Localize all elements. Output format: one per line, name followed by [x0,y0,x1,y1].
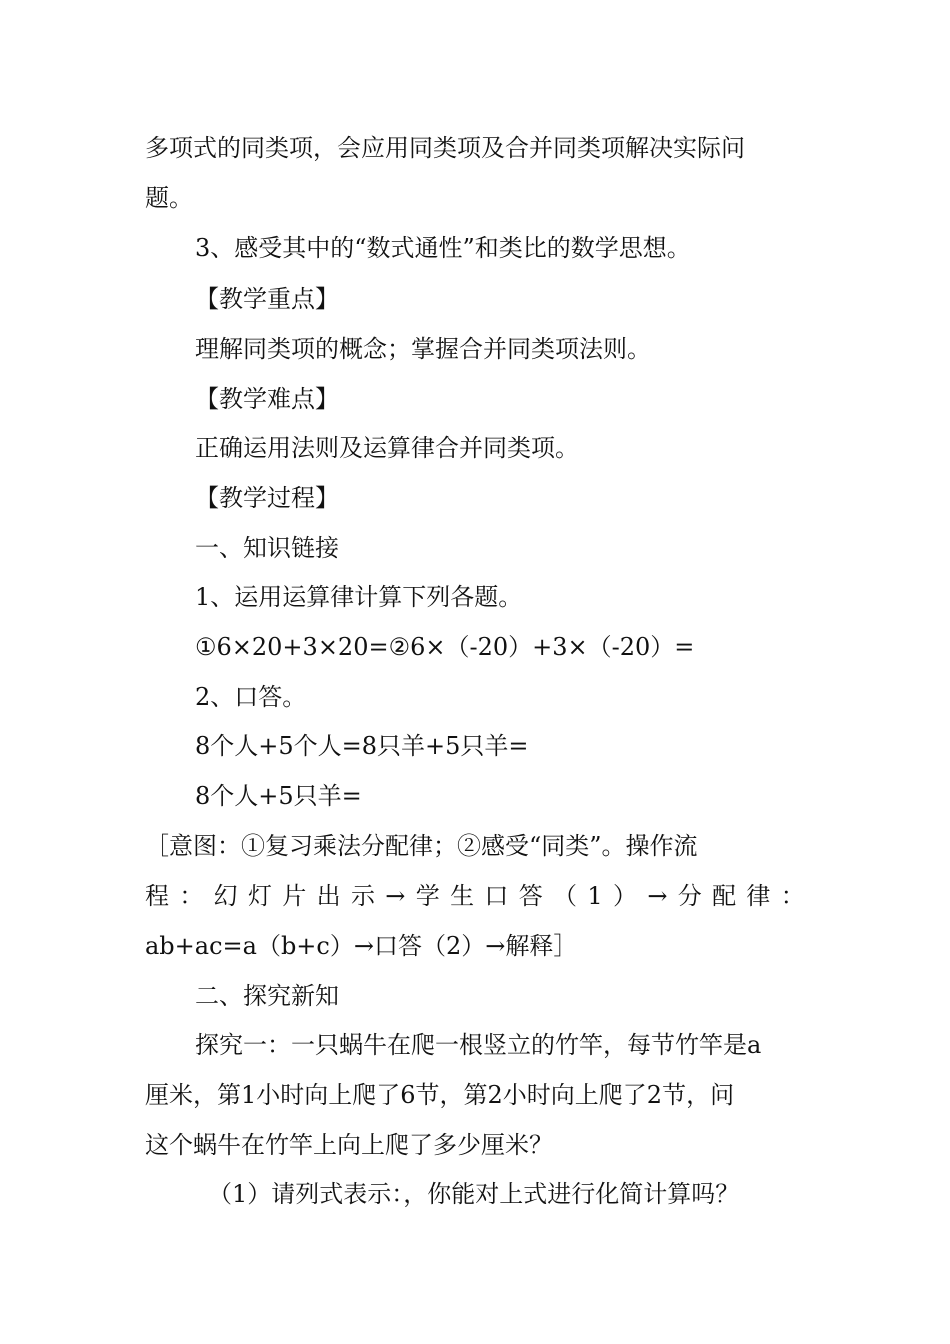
justified-token: → [647,882,668,910]
paragraph-line: 厘米，第1小时向上爬了6节，第2小时向上爬了2节，问 [145,1081,735,1109]
subsection-heading: 一、知识链接 [195,534,339,562]
justified-token: （ [553,882,578,910]
paragraph-line: 1、运用运算律计算下列各题。 [195,583,523,611]
paragraph-line: ［意图：①复习乘法分配律；②感受“同类”。操作流 [145,832,698,860]
paragraph-line: ab+ac=a（b+c）→口答（2）→解释］ [145,932,578,960]
justified-token: 示 [350,882,375,910]
justified-token: 灯 [247,882,272,910]
justified-token: → [385,882,406,910]
paragraph-line: 题。 [145,184,193,212]
subsection-heading: 二、探究新知 [195,982,339,1010]
justified-token: 出 [316,882,341,910]
paragraph-line: 8个人+5只羊= [195,782,362,810]
justified-token: 答 [518,882,543,910]
justified-paragraph-line [145,880,805,912]
paragraph-line: 多项式的同类项，会应用同类项及合并同类项解决实际问 [145,134,745,162]
paragraph-line: 8个人+5个人=8只羊+5只羊= [195,732,529,760]
justified-token: 片 [282,882,307,910]
paragraph-line: （1）请列式表示：，你能对上式进行化简计算吗？ [208,1180,740,1208]
paragraph-line: 2、口答。 [195,683,307,711]
justified-token: 程 [145,882,169,910]
justified-token: 学 [415,882,440,910]
paragraph-line: 探究一：一只蜗牛在爬一根竖立的竹竿，每节竹竿是a [195,1031,762,1059]
justified-token: ： [179,882,204,910]
section-heading: 【教学过程】 [195,484,339,512]
justified-token: 配 [712,882,737,910]
justified-token: 幻 [213,882,238,910]
paragraph-line: 正确运用法则及运算律合并同类项。 [195,434,579,462]
section-heading: 【教学重点】 [195,285,339,313]
paragraph-line: 这个蜗牛在竹竿上向上爬了多少厘米？ [145,1131,553,1159]
justified-token: 口 [484,882,509,910]
section-heading: 【教学难点】 [195,385,339,413]
paragraph-line: 理解同类项的概念；掌握合并同类项法则。 [195,335,651,363]
justified-token: 分 [677,882,702,910]
justified-token: 1 [587,882,603,910]
justified-token: 律 [746,882,771,910]
justified-token: ） [612,882,637,910]
justified-token: ： [780,882,805,910]
formula-line: ①6×20+3×20=②6×（-20）+3×（-20）= [195,633,695,661]
justified-token: 生 [450,882,475,910]
paragraph-line: 3、感受其中的“数式通性”和类比的数学思想。 [195,234,691,262]
